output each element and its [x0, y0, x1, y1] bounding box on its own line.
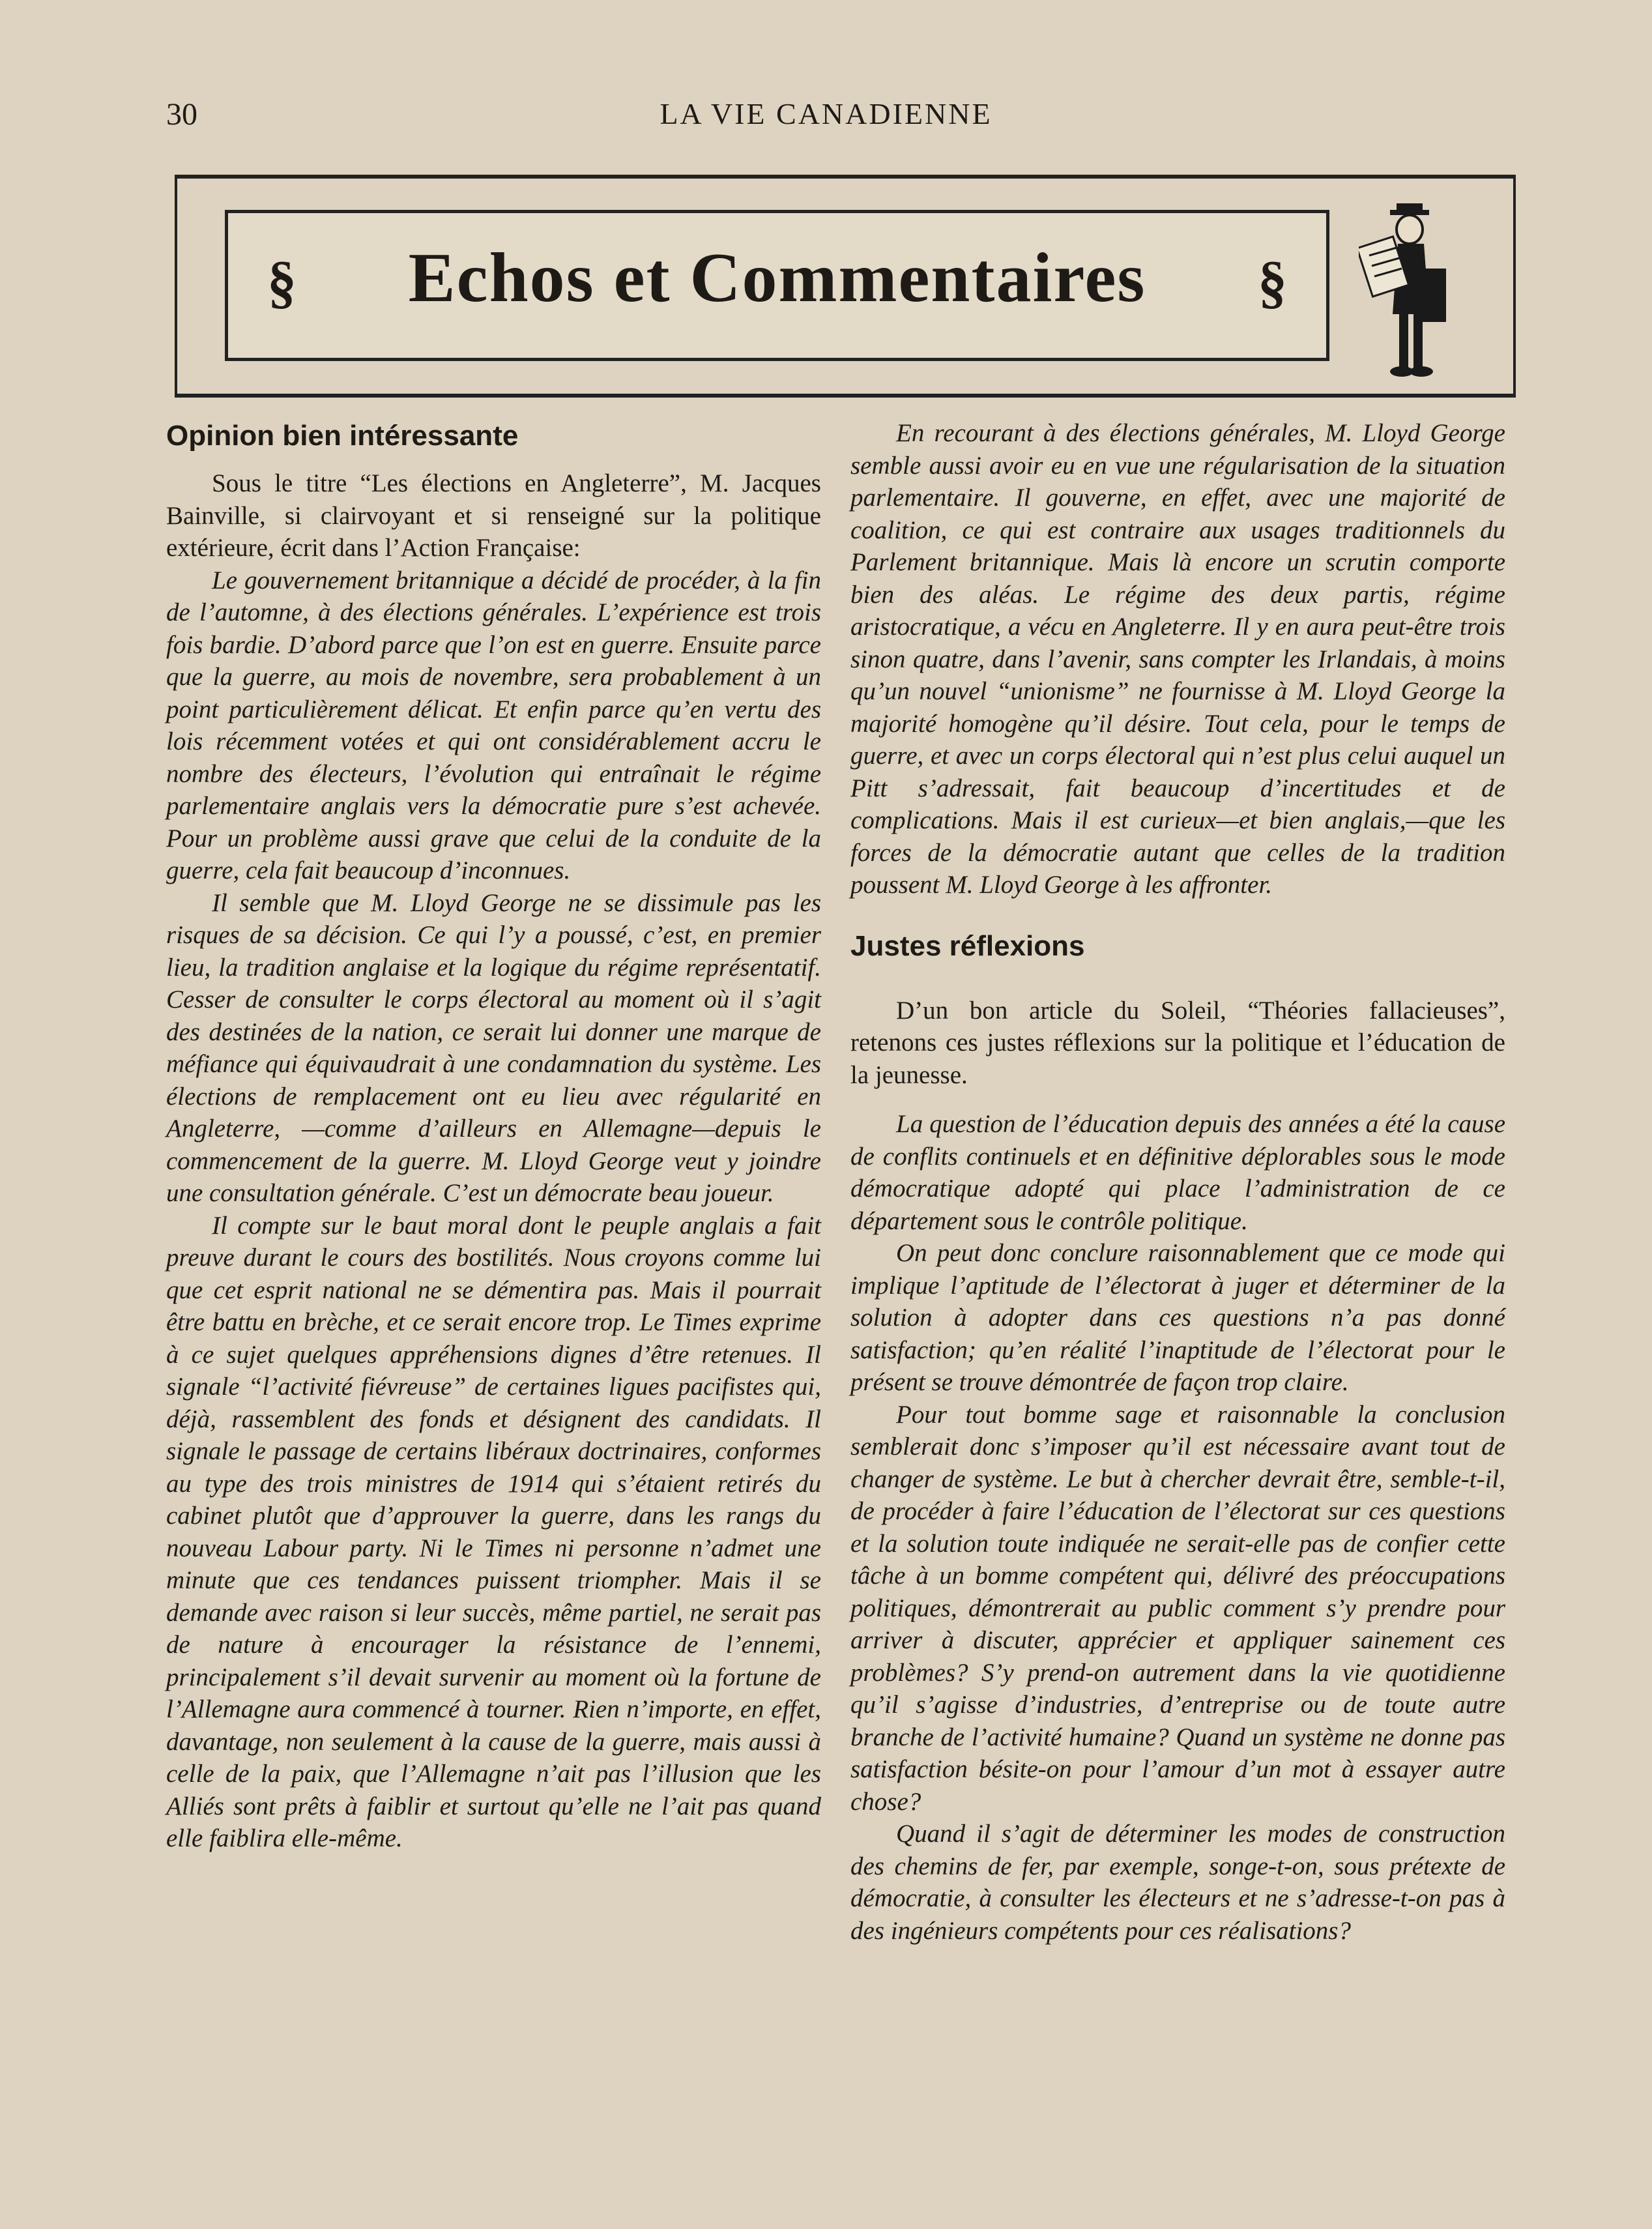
quote-paragraph: La question de l’éducation depuis des années a été la cause de conflits continuels et en définitive déplorables sous le mode démocratique adopté qui place l’administration de ce département sous le contrôle politique.	[850, 1110, 1505, 1235]
quote-paragraph: En recourant à des élections générales, M. Lloyd George semble aussi avoir eu en vue une régularisation de la situation parlementaire. Il gouverne, en effet, avec une majorité de coalition, ce qui est contraire aux usages traditionnels du Parlement britannique. Mais là encore un scrutin comporte bien des aléas. Le régime des deux partis, régime aristocratique, a vécu en Angleterre. Il y en aura peut-être trois sinon quatre, dans l’avenir, sans compter les Irlandais, à moins qu’un nouvel “unionisme” ne fournisse à M. Lloyd George la majorité homogène qu’il désire. Tout cela, pour le temps de guerre, et avec un corps électoral qui n’est plus celui auquel un Pitt s’adressait, fait beaucoup d’incertitudes et de complications. Mais il est curieux—et bien anglais,—que les forces de la démocratie autant que celles de la tradition poussent M. Lloyd George à les affronter.	[850, 419, 1505, 899]
section-heading-reflexions: Justes réflexions	[850, 929, 1085, 962]
ornament-right-icon: §	[1258, 250, 1287, 315]
banner-title: Echos et Commentaires	[408, 239, 1146, 317]
banner	[225, 210, 1329, 361]
quote-paragraph: Il semble que M. Lloyd George ne se dissimule pas les risques de sa décision. Ce qui l’y a poussé, c’est, en premier lieu, la tradition anglaise et la logique du régime représentatif. Cesser de consulter le corps électoral au moment où il s’agit des destinées de la nation, ce serait lui donner une marque de méfiance qui équivaudrait à une condamnation du système. Les élections de remplacement ont eu lieu avec régularité en Angleterre, —comme d’ailleurs en Allemagne—depuis le commencement de la guerre. M. Lloyd George veut y joindre une consultation générale. C’est un démocrate beau joueur.	[166, 888, 821, 1208]
left-column	[166, 417, 821, 1855]
page-number: 30	[166, 97, 197, 132]
intro-paragraph: Sous le titre “Les élections en Angleterre”, M. Jacques Bainville, si clairvoyant et si renseigné sur la politique extérieure, écrit dans l’Action Française:	[166, 469, 821, 562]
right-column	[850, 417, 1505, 1947]
quote-paragraph: Il compte sur le baut moral dont le peuple anglais a fait preuve durant le cours des bostilités. Nous croyons comme lui que cet esprit national ne se démentira pas. Mais il pourrait être battu en brèche, et ce serait encore trop. Le Times exprime à ce sujet quelques appréhensions dignes d’être retenues. Il signale “l’activité fiévreuse” de certaines ligues pacifistes qui, déjà, rassemblent des fonds et désignent des candidats. Il signale le passage de certains libéraux doctrinaires, conformes au type des trois ministres de 1914 qui s’étaient retirés du cabinet plutôt que d’approuver la guerre, dans les rangs du nouveau Labour party. Ni le Times ni personne n’admet une minute que ces tendances puissent triompher. Mais il se demande avec raison si leur succès, même partiel, ne serait pas de nature à encourager la résistance de l’ennemi, principalement s’il devait survenir au moment où la fortune de l’Allemagne aura commencé à tourner. Rien n’importe, en effet, davantage, non seulement à la cause de la guerre, mais aussi à celle de la paix, que l’Allemagne n’ait pas l’illusion que les Alliés sont prêts à faiblir et surtout qu’elle ne l’ait pas quand elle faiblira elle-même.	[166, 1211, 821, 1853]
running-title: LA VIE CANADIENNE	[659, 97, 993, 130]
newsboy-illustration-icon	[1359, 203, 1456, 383]
quote-paragraph: Le gouvernement britannique a décidé de procéder, à la fin de l’automne, à des élections générales. L’expérience est trois fois bardie. D’abord parce que l’on est en guerre. Ensuite parce que la guerre, au mois de novembre, sera probablement à un point particulièrement délicat. Et enfin parce qu’en vertu des lois récemment votées et qui ont considérablement accru le nombre des électeurs, l’évolution qui entraînait le régime parlementaire anglais vers la démocratie pure s’est achevée. Pour un problème aussi grave que celui de la conduite de la guerre, cela fait beaucoup d’inconnues.	[166, 566, 821, 885]
section-heading-opinion: Opinion bien intéressante	[166, 420, 519, 452]
quote-paragraph: On peut donc conclure raisonnablement que ce mode qui implique l’aptitude de l’électorat à juger et déterminer de la solution à adopter dans ces questions n’a pas donné satisfaction; qu’en réalité l’inaptitude de l’électorat pour le présent se trouve démontrée de façon trop claire.	[850, 1239, 1505, 1397]
ornament-left-icon: §	[267, 250, 297, 315]
intro-paragraph: D’un bon article du Soleil, “Théories fallacieuses”, retenons ces justes réflexions sur la politique et l’éducation de la jeunesse.	[850, 996, 1505, 1089]
quote-paragraph: Pour tout bomme sage et raisonnable la conclusion semblerait donc s’imposer qu’il est nécessaire avant tout de changer de système. Le but à chercher devrait être, semble-t-il, de procéder à faire l’éducation de l’électorat sur ces questions et la solution toute indiquée ne serait-elle pas de confier cette tâche à un bomme compétent qui, délivré des préoccupations politiques, démontrerait au public comment s’y prendre pour arriver à discuter, apprécier et appliquer sainement ces problèmes? S’y prend-on autrement dans la vie quotidienne qu’il s’agisse d’industries, d’entreprise ou de toute autre branche de l’activité humaine? Quand un système ne donne pas satisfaction bésite-on pour l’amour d’un mot à essayer autre chose?	[850, 1400, 1505, 1816]
quote-paragraph: Quand il s’agit de déterminer les modes de construction des chemins de fer, par exemple, songe-t-on, sous prétexte de démocratie, à consulter les électeurs et ne s’adresse-t-on pas à des ingénieurs compétents pour ces réalisations?	[850, 1820, 1505, 1945]
